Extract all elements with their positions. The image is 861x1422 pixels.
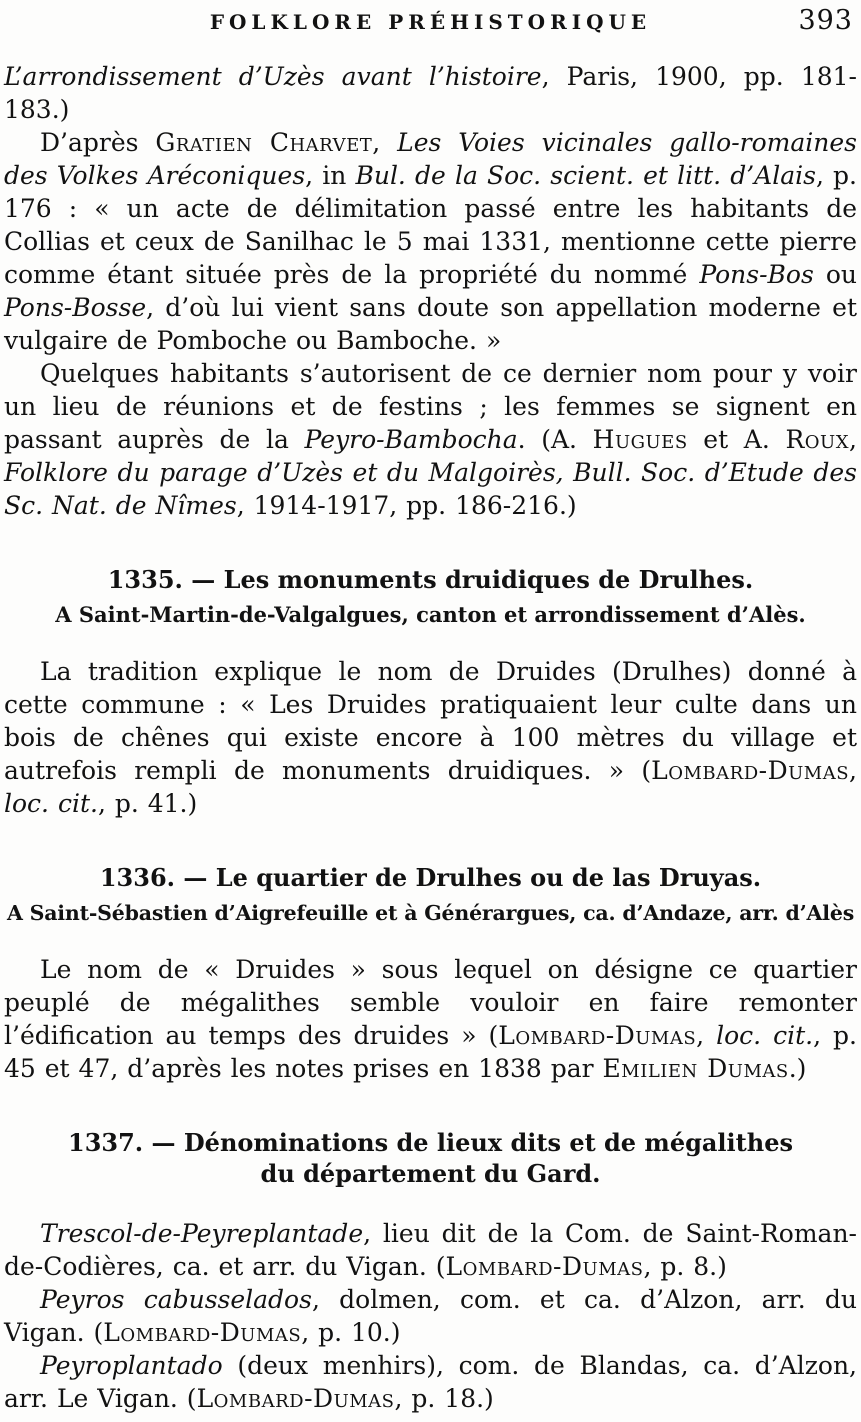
text-run-normal: .) (788, 1054, 807, 1083)
entry-1337-heading: 1337. — Dénominations de lieux dits et de mégalithes du département du Gard. (68, 1128, 793, 1188)
text-run-normal: , p. 45 et 47, d’après les notes prises en 1838 par (4, 1021, 858, 1083)
text-run-italic: Pons-Bosse (4, 293, 147, 322)
text-run-smallcaps: Gratien Charvet (155, 128, 373, 157)
paragraph-gratien-charvet (4, 126, 857, 357)
text-run-normal: . (A. (517, 425, 593, 454)
text-run-smallcaps: Roux (785, 425, 850, 454)
entry-1336-subheading: A Saint-Sébastien d’Aigrefeuille et à Générargues, ca. d’Andaze, arr. d’Alès (6, 901, 855, 925)
paragraph-drulhes-tradition (4, 655, 857, 820)
text-run-normal: , (696, 1021, 717, 1050)
entry-1335-heading: 1335. — Les monuments druidiques de Drulhes. (107, 565, 754, 594)
text-run-normal: , lieu dit de la Com. de Saint-Roman-de-Codières, ca. et arr. du Vigan. ( (4, 1219, 857, 1281)
entry-1335-subheading: A Saint-Martin-de-Valgalgues, canton et arrondissement d’Alès. (55, 602, 806, 627)
text-run-normal: , p. 8.) (643, 1252, 727, 1281)
paragraph-peyro-bambocha (4, 357, 857, 522)
text-run-normal: Quelques habitants s’autorisent de ce dernier nom pour y voir un lieu de réunions et de festins ; les femmes se signent en passant auprès de la (4, 359, 857, 454)
text-run-normal: , (849, 425, 857, 454)
text-run-italic: Peyro-Bambocha (304, 425, 518, 454)
text-run-smallcaps: Lombard-Dumas (498, 1021, 697, 1050)
text-run-smallcaps: Hugues (592, 425, 688, 454)
text-run-italic: loc. cit. (716, 1021, 814, 1050)
text-run-italic: Trescol-de-Peyreplantade (40, 1219, 364, 1248)
text-run-italic: Pons-Bos (699, 260, 814, 289)
text-run-italic: Peyroplantado (40, 1351, 223, 1380)
text-run-smallcaps: Lombard-Dumas (196, 1384, 395, 1413)
text-run-normal: , 1914-1917, pp. 186-216.) (236, 491, 577, 520)
text-run-italic: L’arrondissement d’Uzès avant l’histoire (4, 62, 542, 91)
text-run-normal: , Paris, 1900, pp. 181-183.) (4, 62, 858, 124)
text-run-italic: Peyros cabusselados (40, 1285, 312, 1314)
running-title: FOLKLORE PRÉHISTORIQUE (209, 10, 652, 34)
text-run-normal: ou (813, 260, 857, 289)
text-run-smallcaps: Lombard-Dumas (445, 1252, 644, 1281)
text-run-normal: , p. 176 : « un acte de délimitation passé entre les habitants de Collias et ceux de Sanilhac le 5 mai 1331, mentionne cette pierre comme étant située près de la propriété du nommé (4, 161, 857, 289)
text-run-smallcaps: Emilien Dumas (602, 1054, 789, 1083)
text-run-normal: La tradition explique le nom de Druides (Drulhes) donné à cette commune : « Les Druides pratiquaient leur culte dans un bois de chênes qui existe encore à 100 mètres du village et autrefois rempli de monuments druidiques. » ( (4, 657, 857, 785)
paragraph-peyroplantado (4, 1349, 857, 1415)
page-body (4, 60, 857, 1415)
text-run-italic: Folklore du parage d’Uzès et du Malgoirès, Bull. Soc. d’Etude des Sc. Nat. de Nîmes (4, 458, 857, 520)
entry-1336-heading: 1336. — Le quartier de Drulhes ou de las Druyas. (99, 863, 762, 892)
text-run-normal: , p. 41.) (97, 789, 198, 818)
page-number: 393 (798, 5, 853, 36)
text-run-smallcaps: Lombard-Dumas (103, 1318, 302, 1347)
text-run-normal: , (372, 128, 398, 157)
text-run-normal: , dolmen, com. et ca. d’Alzon, arr. du Vigan. ( (4, 1285, 857, 1347)
text-run-normal: , in (305, 161, 356, 190)
page-header (4, 5, 857, 38)
paragraph-peyros-cabusselados (4, 1283, 857, 1349)
text-run-italic: Les Voies vicinales gallo-romaines des Volkes Aréconiques (4, 128, 857, 190)
paragraph-uzes-reference (4, 60, 857, 126)
text-run-italic: Bul. de la Soc. scient. et litt. d’Alais (355, 161, 816, 190)
text-run-normal: , (849, 756, 857, 785)
paragraph-druides-quartier (4, 953, 857, 1085)
text-run-normal: et A. (687, 425, 786, 454)
text-run-normal: , p. 18.) (394, 1384, 494, 1413)
text-run-normal: , d’où lui vient sans doute son appellation moderne et vulgaire de Pomboche ou Bamboche. » (4, 293, 857, 355)
text-run-normal: Le nom de « Druides » sous lequel on désigne ce quartier peuplé de mégalithes semble vouloir en faire remonter l’édification au temps des druides » ( (4, 955, 857, 1050)
text-run-normal: , p. 10.) (301, 1318, 401, 1347)
paragraph-trescol (4, 1217, 857, 1283)
text-run-normal: D’après (40, 128, 156, 157)
text-run-italic: loc. cit. (4, 789, 98, 818)
text-run-normal: (deux menhirs), com. de Blandas, ca. d’Alzon, arr. Le Vigan. ( (4, 1351, 857, 1413)
text-run-smallcaps: Lombard-Dumas (651, 756, 850, 785)
